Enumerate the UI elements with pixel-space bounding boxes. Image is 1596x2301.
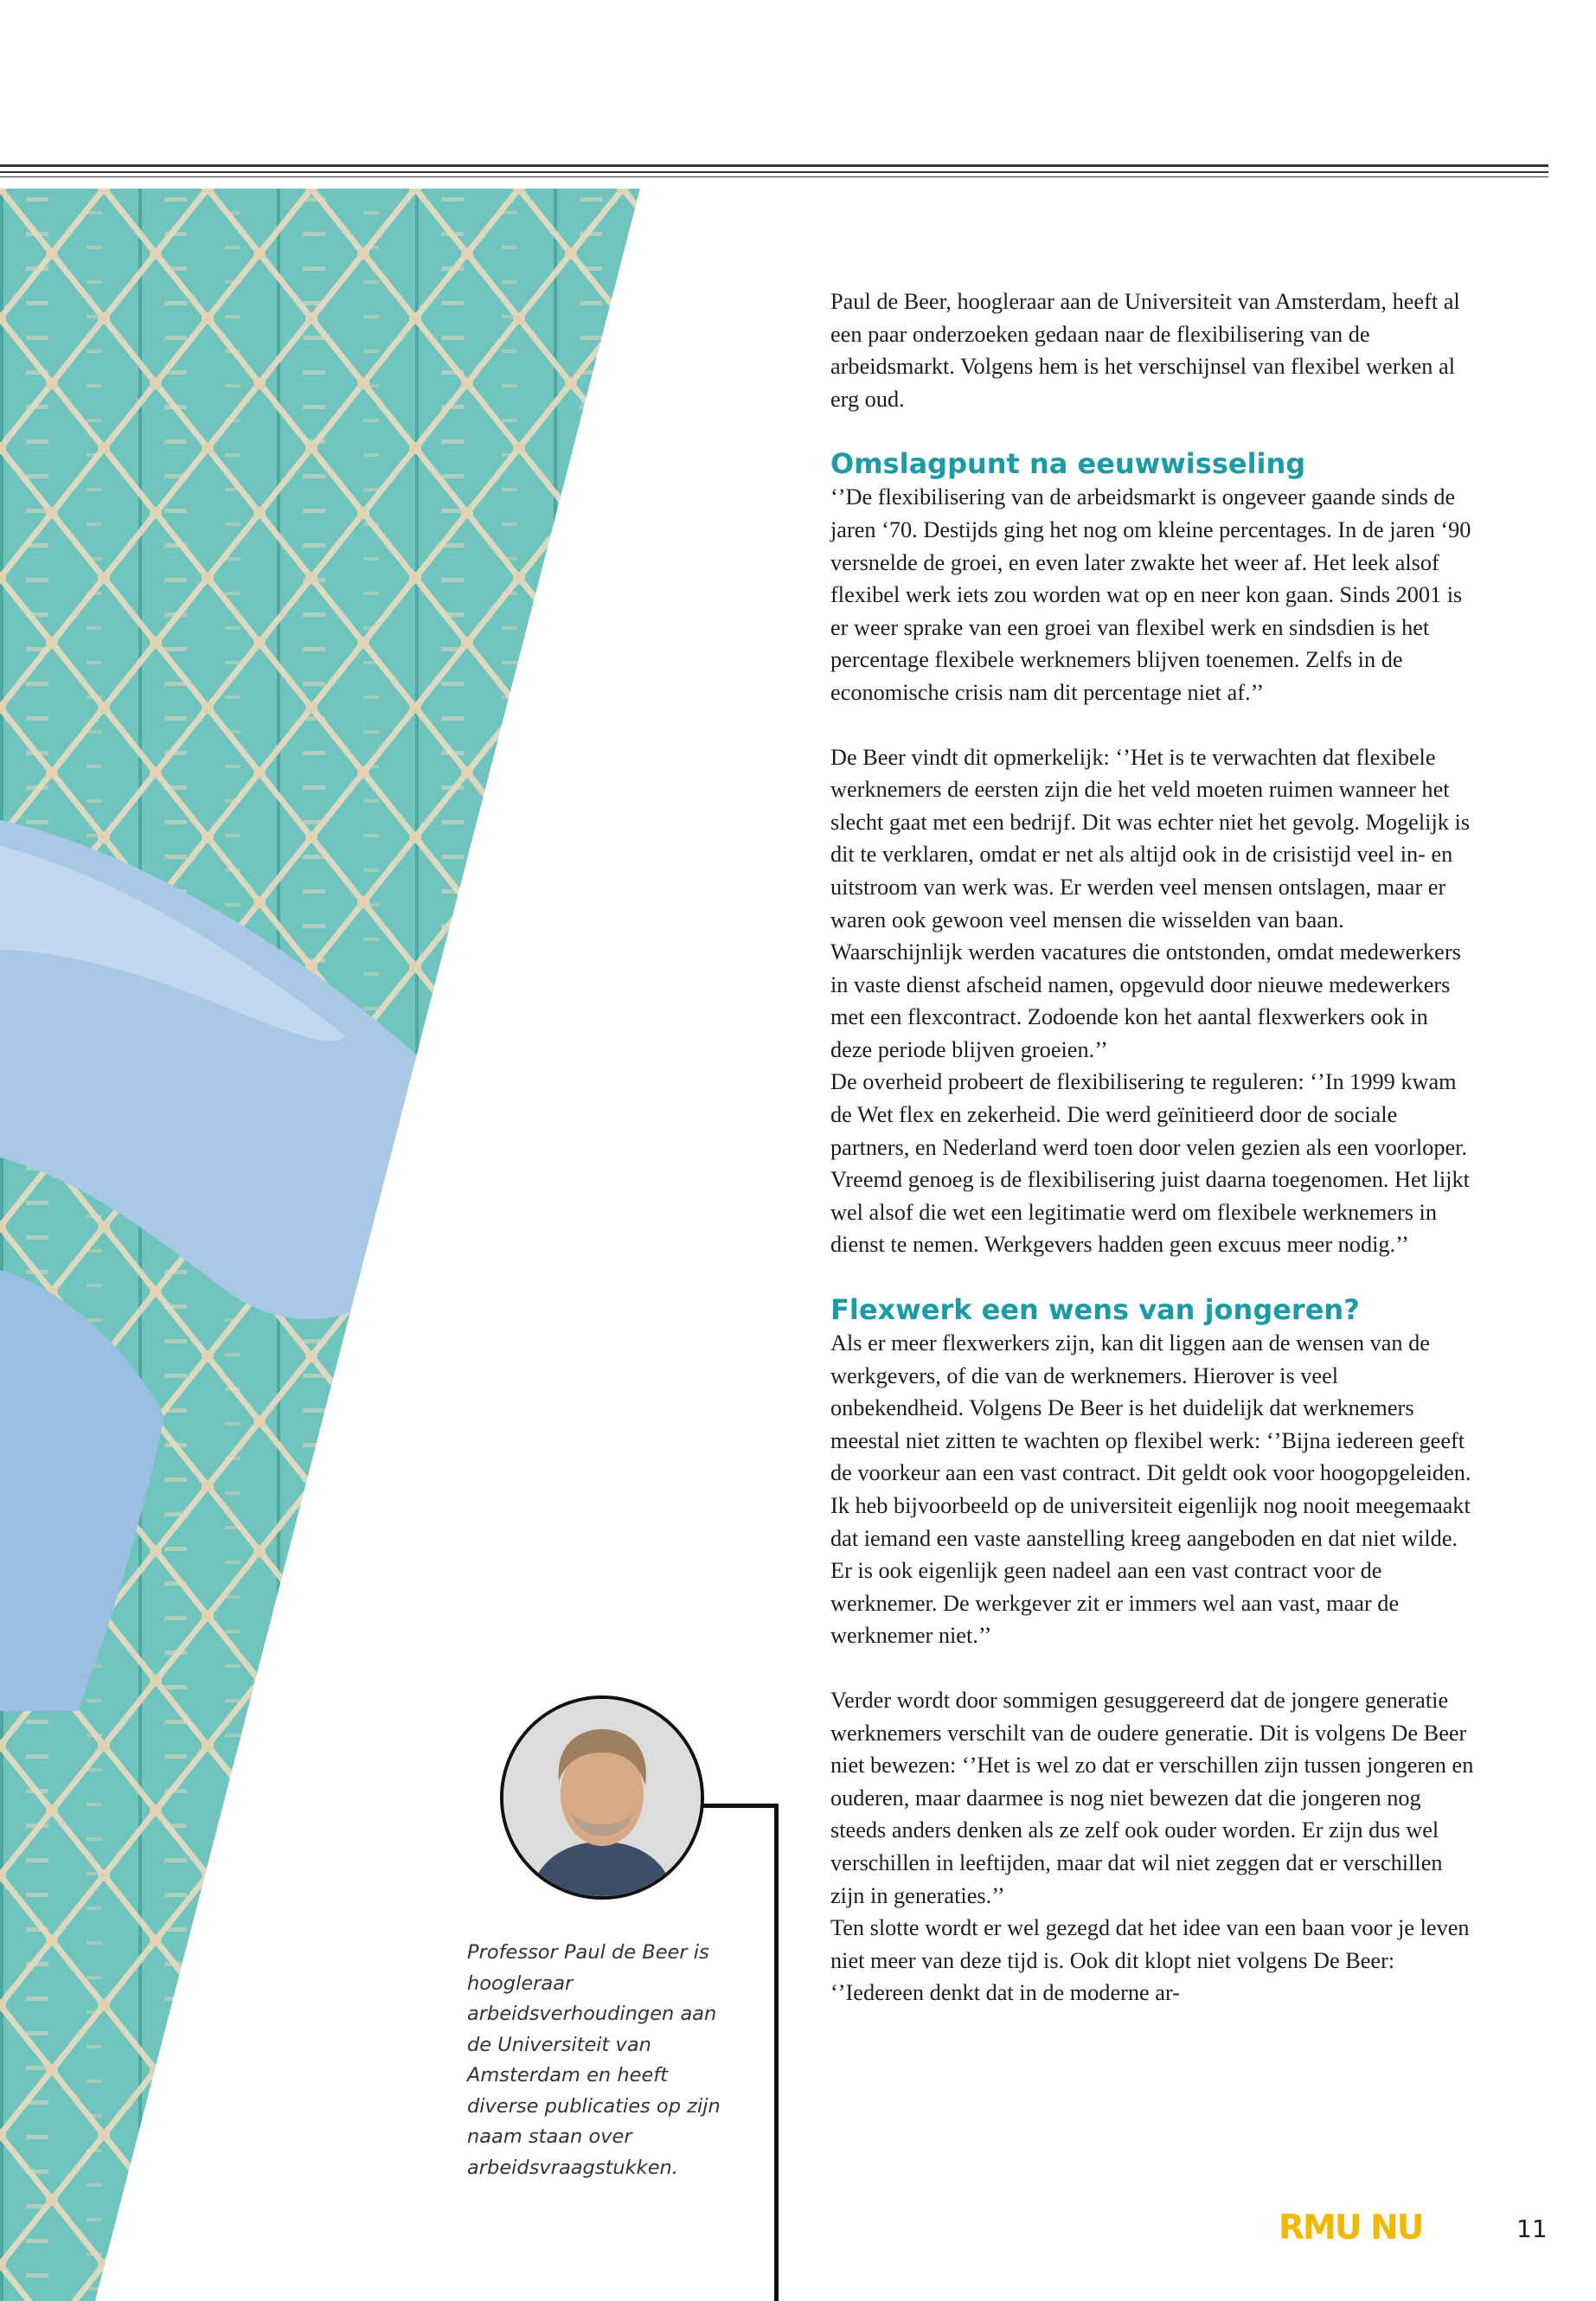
paragraph-3: De overheid probeert de flexibilisering te reguleren: ‘’In 1999 kwam de Wet flex en zekerheid. Die werd geïnitieerd door de sociale partners, en Nederland werd toen door velen gezien als een voorloper. Vreemd genoeg is de flexibilisering juist daarna toegenomen. Het lijkt wel alsof die wet een legitimatie werd om flexibele werknemers in dienst te nemen. Werkgevers hadden geen excuus meer nodig.’’	[830, 1069, 1470, 1258]
paragraph-2: De Beer vindt dit opmerkelijk: ‘’Het is te verwachten dat flexibele werknemers de eersten zijn die het veld moeten ruimen wanneer het slecht gaat met een bedrijf. Dit was echter niet het gevolg. Mogelijk is dit te verklaren, omdat er net als altijd ook in de crisistijd veel in- en uitstroom van werk was. Er werden veel mensen ontslagen, maar er waren ook gewoon veel mensen die wisselden van baan. Waarschijnlijk werden vacatures die ontstonden, omdat medewerkers in vaste dienst afscheid namen, opgevuld door nieuwe medewerkers met een flexcontract. Zodoende kon het aantal flexwerkers ook in deze periode blijven groeien.’’	[830, 744, 1471, 1062]
paragraph-1: ‘’De flexibilisering van de arbeidsmarkt is ongeveer gaande sinds de jaren ‘70. Destijds ging het nog om kleine percentages. In de jaren ‘90 versnelde de groei, en even later zwakte het weer af. Het leek alsof flexibel werk iets zou worden wat op en neer kon gaan. Sinds 2001 is er weer sprake van een groei van flexibel werk en sindsdien is het percentage flexibele werknemers blijven toenemen. Zelfs in de economische crisis nam dit percentage niet af.’’	[830, 484, 1471, 705]
paragraph-6: Ten slotte wordt er wel gezegd dat het idee van een baan voor je leven niet meer van deze tijd is. Ook dit klopt niet volgens De Beer: ‘’Iedereen denkt dat in de moderne ar-	[830, 1915, 1470, 2006]
rmu-nu-logo: RMU NU	[1279, 2208, 1423, 2247]
paragraph-4: Als er meer flexwerkers zijn, kan dit liggen aan de wensen van de werkgevers, of die van de werknemers. Hierover is veel onbekendheid. Volgens De Beer is het duidelijk dat werknemers meestal niet zitten te wachten op flexibel werk: ‘’Bijna iedereen geeft de voorkeur aan een vast contract. Dit geldt ook voor hoogopgeleiden. Ik heb bijvoorbeeld op de universiteit eigenlijk nog nooit meegemaakt dat iemand een vaste aanstelling kreeg aangeboden en dat niet wilde. Er is ook eigenlijk geen nadeel aan een vast contract voor de werknemer. De werkgever zit er immers wel aan vast, maar de werknemer niet.’’	[830, 1330, 1471, 1649]
heading-omslagpunt: Omslagpunt na eeuwwisseling	[830, 447, 1306, 481]
photo-caption: Professor Paul de Beer is hoogleraar arbeidsverhoudingen aan de Universiteit van Amsterdam en heeft diverse publicaties op zijn naam staan over arbeidsvraagstukken.	[467, 1941, 721, 2179]
intro-paragraph: Paul de Beer, hoogleraar aan de Universiteit van Amsterdam, heeft al een paar onderzoeken gedaan naar de flexibilisering van de arbeidsmarkt. Volgens hem is het verschijnsel van flexibel werken al erg oud.	[830, 289, 1460, 412]
page-number: 11	[1516, 2214, 1548, 2243]
heading-flexwerk: Flexwerk een wens van jongeren?	[830, 1293, 1360, 1327]
paragraph-5: Verder wordt door sommigen gesuggereerd dat de jongere generatie werknemers verschilt van de oudere generatie. Dit is volgens De Beer niet bewezen: ‘’Het is wel zo dat er verschillen zijn tussen jongeren en ouderen, maar daarmee is nog niet bewezen dat die jongeren nog steeds anders denken als ze zelf ook ouder worden. Er zijn dus wel verschillen in leeftijden, maar dat wil niet zeggen dat er verschillen zijn in generaties.’’	[830, 1687, 1474, 1908]
portrait-photo	[500, 1695, 704, 1900]
article-body	[830, 285, 1475, 2009]
header-rules	[0, 164, 1548, 182]
